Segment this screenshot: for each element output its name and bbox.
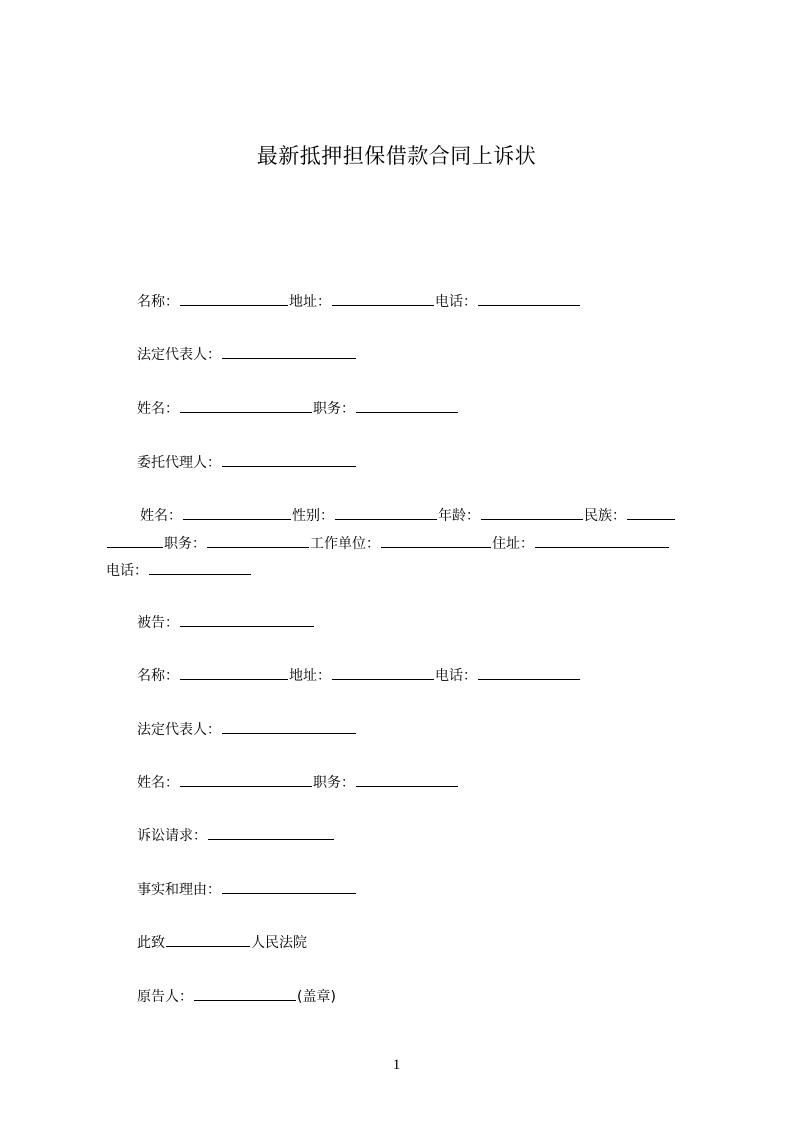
plaintiff-name-line [137, 291, 581, 312]
plaintiff-person-line [137, 398, 459, 419]
plaintiff-legal-rep-label: 法定代表人： [137, 347, 221, 363]
agent-residence-label: 住址： [492, 536, 534, 552]
agent-gender-label: 性别： [292, 508, 334, 524]
plaintiff-person-name-blank[interactable] [180, 398, 312, 413]
closing-plaintiff-label: 原告人： [137, 989, 193, 1005]
agent-details-line-2 [106, 533, 670, 554]
defendant-line [137, 612, 315, 633]
plaintiff-name-label: 名称： [137, 294, 179, 310]
agent-workplace-label: 工作单位： [310, 536, 380, 552]
agent-line [137, 452, 357, 473]
defendant-position-blank[interactable] [356, 772, 458, 787]
defendant-person-name-blank[interactable] [180, 772, 312, 787]
agent-phone-blank[interactable] [149, 560, 251, 575]
agent-name-blank[interactable] [183, 505, 291, 520]
closing-signature-line [137, 986, 336, 1007]
defendant-blank[interactable] [180, 612, 314, 627]
agent-blank[interactable] [222, 452, 356, 467]
claims-facts-label: 事实和理由： [137, 882, 221, 898]
plaintiff-position-label: 职务： [313, 401, 355, 417]
agent-gender-blank[interactable] [335, 505, 437, 520]
agent-details-line-1 [140, 505, 676, 526]
closing-plaintiff-blank[interactable] [194, 986, 296, 1001]
plaintiff-legal-rep-line [137, 344, 357, 365]
agent-position-blank[interactable] [207, 533, 309, 548]
agent-phone-label: 电话： [106, 563, 148, 579]
plaintiff-legal-rep-blank[interactable] [222, 344, 356, 359]
closing-to-prefix: 此致 [137, 935, 165, 951]
defendant-legal-rep-label: 法定代表人： [137, 722, 221, 738]
plaintiff-phone-label: 电话： [435, 294, 477, 310]
agent-workplace-blank[interactable] [381, 533, 491, 548]
closing-to-line [137, 932, 307, 953]
defendant-person-line [137, 772, 459, 793]
plaintiff-position-blank[interactable] [356, 398, 458, 413]
agent-age-blank[interactable] [481, 505, 583, 520]
defendant-address-label: 地址： [289, 668, 331, 684]
closing-court-blank[interactable] [166, 932, 250, 947]
defendant-name-label: 名称： [137, 668, 179, 684]
agent-residence-blank[interactable] [535, 533, 669, 548]
agent-details-line-3 [106, 560, 252, 581]
claims-request-blank[interactable] [208, 825, 334, 840]
defendant-name-line [137, 665, 581, 686]
closing-seal-note: (盖章) [297, 989, 336, 1005]
claims-facts-line [137, 879, 357, 900]
claims-request-label: 诉讼请求： [137, 828, 207, 844]
agent-ethnicity-label: 民族： [584, 508, 626, 524]
agent-age-label: 年龄： [438, 508, 480, 524]
defendant-legal-rep-blank[interactable] [222, 719, 356, 734]
agent-position-label: 职务： [164, 536, 206, 552]
defendant-phone-label: 电话： [435, 668, 477, 684]
claims-facts-blank[interactable] [222, 879, 356, 894]
agent-ethnicity-blank[interactable] [627, 505, 675, 520]
agent-label: 委托代理人： [137, 455, 221, 471]
plaintiff-name-blank[interactable] [180, 291, 288, 306]
page-number: 1 [392, 1057, 401, 1073]
defendant-legal-rep-line [137, 719, 357, 740]
document-title: 最新抵押担保借款合同上诉状 [256, 144, 537, 168]
plaintiff-address-blank[interactable] [332, 291, 434, 306]
defendant-phone-blank[interactable] [478, 665, 580, 680]
defendant-name-blank[interactable] [180, 665, 288, 680]
plaintiff-person-name-label: 姓名： [137, 401, 179, 417]
claims-request-line [137, 825, 335, 846]
plaintiff-address-label: 地址： [289, 294, 331, 310]
agent-name-label: 姓名： [140, 508, 182, 524]
defendant-label: 被告： [137, 615, 179, 631]
agent-ethnicity-blank-continued[interactable] [107, 533, 163, 548]
defendant-person-name-label: 姓名： [137, 775, 179, 791]
defendant-address-blank[interactable] [332, 665, 434, 680]
closing-court-suffix: 人民法院 [251, 935, 307, 951]
defendant-position-label: 职务： [313, 775, 355, 791]
plaintiff-phone-blank[interactable] [478, 291, 580, 306]
